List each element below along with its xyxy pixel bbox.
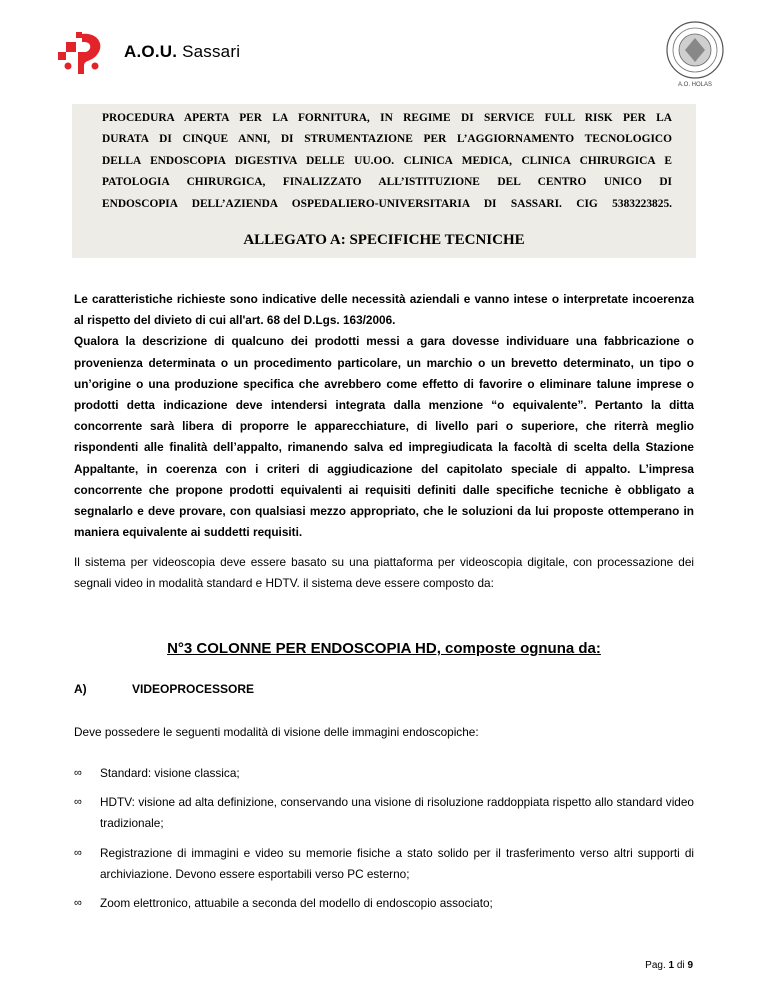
- title-box: [72, 104, 696, 258]
- infinity-bullet-icon: ∞: [74, 846, 82, 859]
- list-item: ∞ Standard: visione classica;: [74, 763, 694, 784]
- title-line: PATOLOGIA CHIRURGICA, FINALIZZATO ALL’ISTITUZIONE DEL CENTRO UNICO DI: [102, 176, 672, 189]
- title-line: ENDOSCOPIA DELL’AZIENDA OSPEDALIERO-UNIVERSITARIA DI SASSARI. CIG 5383223825.: [102, 197, 672, 210]
- system-description: Il sistema per videoscopia deve essere basato su una piattaforma per videoscopia digitale, con processazione dei segnali video in modalità standard e HDTV. il sistema deve essere composto da:: [74, 555, 694, 591]
- title-line: DURATA DI CINQUE ANNI, DI STRUMENTAZIONE PER L’AGGIORNAMENTO TECNOLOGICO: [102, 133, 672, 146]
- organization-name: A.O.U. Sassari: [124, 42, 241, 61]
- allegato-title: ALLEGATO A: SPECIFICHE TECNICHE: [243, 232, 525, 248]
- infinity-bullet-icon: ∞: [74, 897, 82, 910]
- intro-text: [74, 289, 694, 543]
- infinity-bullet-icon: ∞: [74, 767, 82, 779]
- university-seal-icon: [665, 20, 725, 90]
- list-item: ∞ HDTV: visione ad alta definizione, conservando una visione di risoluzione raddoppiata rispetto allo standard video tradizionale;: [74, 792, 694, 834]
- section-lead: Deve possedere le seguenti modalità di visione delle immagini endoscopiche:: [74, 725, 479, 739]
- intro-paragraph-1: Le caratteristiche richieste sono indicative delle necessità aziendali e vanno intese o interpretate incoerenza al rispetto del divieto di cui all'art. 68 del D.Lgs. 163/2006.: [74, 292, 694, 328]
- intro-paragraph-2: Qualora la descrizione di qualcuno dei prodotti messi a gara dovesse individuare una fabbricazione o provenienza determinata o un procedimento particolare, un marchio o un brevetto determinato, un tipo o un’origine o una produzione specifica che avrebbero come effetto di favorire o eliminare talune imprese o prodotti detta indicazione deve intendersi integrata dalla menzione “o equivalente”. Pertanto la ditta concorrente sarà libera di proporre le apparecchiature, di livello pari o superiore, che riterrà meglio rispondenti alle finalità dell’appalto, rimanendo salva ed impregiudicata la facoltà di scelta della Stazione Appaltante, in coerenza con i criteri di aggiudicazione del capitolato speciale di appalto. L’impresa concorrente che propone prodotti equivalenti ai requisiti definiti dalle specifiche tecniche è obbligato a segnalarlo e deve provare, con qualsiasi mezzo appropriato, che le soluzioni da lui proposte ottemperano in maniera equivalente ai suddetti requisiti.: [74, 334, 694, 540]
- page-number: Pag. 1 di 9: [645, 960, 693, 971]
- aou-logo-icon: [58, 30, 108, 76]
- seal-caption: A.O. HOLAS: [677, 82, 713, 88]
- infinity-bullet-icon: ∞: [74, 796, 82, 809]
- title-line: PROCEDURA APERTA PER LA FORNITURA, IN REGIME DI SERVICE FULL RISK PER LA: [102, 112, 672, 124]
- list-item: ∞ Registrazione di immagini e video su memorie fisiche a stato solido per il trasferimento verso altri supporti di archiviazione. Devono essere esportabili verso PC esterno;: [74, 843, 694, 885]
- procedure-title: [102, 108, 672, 215]
- section-letter: A): [74, 682, 87, 696]
- section-title: VIDEOPROCESSORE: [132, 682, 255, 696]
- title-line: DELLA ENDOSCOPIA DIGESTIVA DELLE UU.OO. CLINICA MEDICA, CLINICA CHIRURGICA E: [102, 154, 672, 167]
- features-list: [74, 763, 694, 922]
- section-heading: N°3 COLONNE PER ENDOSCOPIA HD, composte ognuna da:: [167, 640, 601, 657]
- list-item: ∞ Zoom elettronico, attuabile a seconda del modello di endoscopio associato;: [74, 893, 694, 914]
